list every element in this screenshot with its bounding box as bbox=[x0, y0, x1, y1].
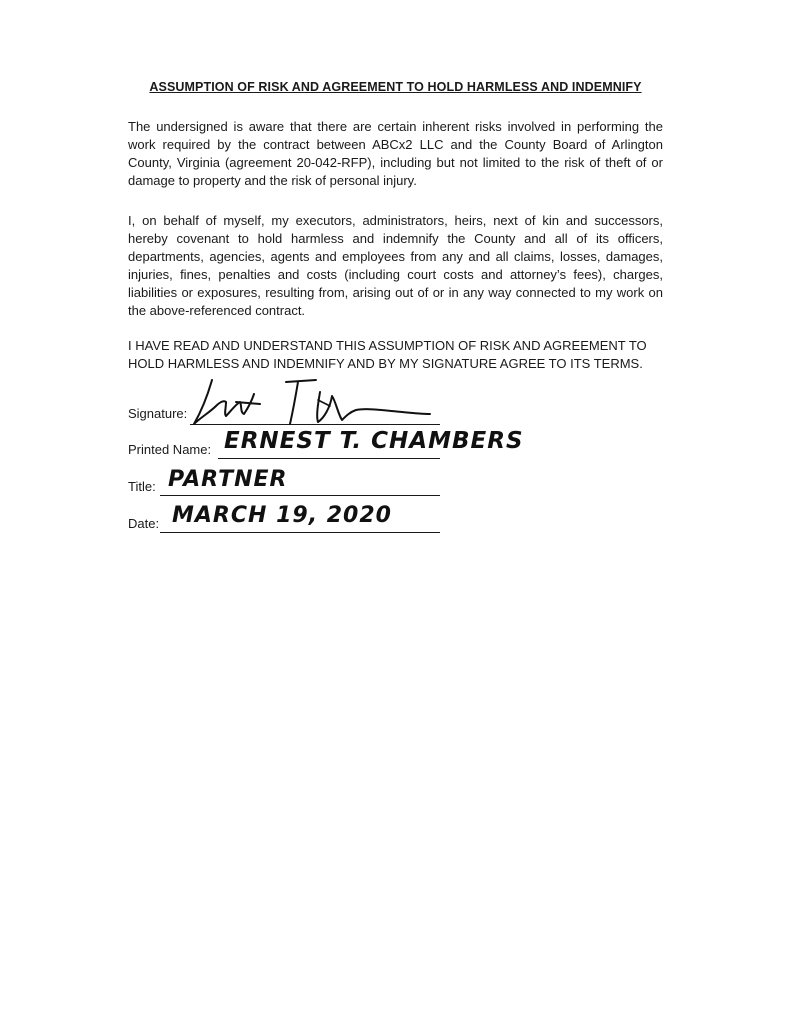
printed-name-line bbox=[218, 458, 440, 459]
paragraph-indemnify: I, on behalf of myself, my executors, administrators, heirs, next of kin and successors, hereby covenant to hold harmless and indemnify the County and all of its officers, departments, agencies, agents and employees from any and all claims, losses, damages, injuries, fines, penalties and costs (including court costs and attorney’s fees), charges, liabilities or exposures, resulting from, arising out of or in any way connected to my work on the above-referenced contract. bbox=[128, 213, 663, 318]
date-line bbox=[160, 532, 440, 533]
signature-label: Signature: bbox=[128, 406, 188, 421]
title-line bbox=[160, 495, 440, 496]
paragraph-risks: The undersigned is aware that there are certain inherent risks involved in performing the work required by the contract between ABCx2 LLC and the County Board of Arlington County, Virginia (agreement 20-042-RFP), including but not limited to the risk of theft of or damage to property and the risk of personal injury. bbox=[128, 119, 663, 188]
date-value: MARCH 19, 2020 bbox=[172, 503, 392, 528]
title-value: PARTNER bbox=[168, 467, 288, 492]
printed-name-value: ERNEST T. CHAMBERS bbox=[224, 428, 524, 454]
handwritten-signature bbox=[190, 372, 430, 432]
paragraph-acknowledgement: I HAVE READ AND UNDERSTAND THIS ASSUMPTION OF RISK AND AGREEMENT TO HOLD HARMLESS AND INDEMNIFY AND BY MY SIGNATURE AGREE TO ITS TERMS. bbox=[128, 338, 647, 371]
printed-name-label: Printed Name: bbox=[128, 442, 212, 457]
date-label: Date: bbox=[128, 516, 160, 531]
title-label: Title: bbox=[128, 479, 156, 494]
document-title: ASSUMPTION OF RISK AND AGREEMENT TO HOLD HARMLESS AND INDEMNIFY bbox=[149, 80, 642, 94]
